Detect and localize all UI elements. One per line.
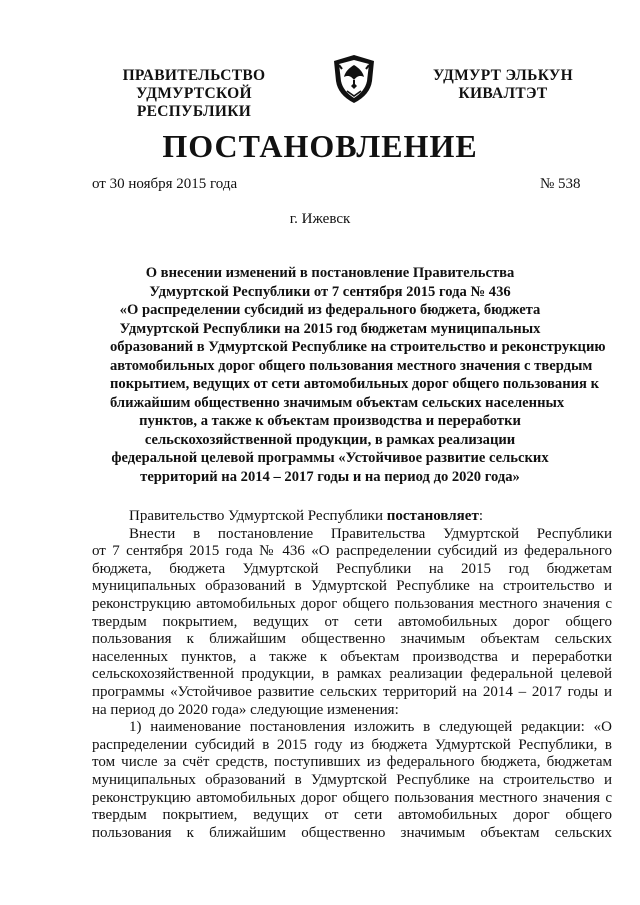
udmurt-coat-of-arms-icon [330,53,378,105]
body-line: пользования к ближайшим общественно значимым объектам сельских [92,631,612,648]
body-line: распределении субсидий в 2015 году из бюджета Удмуртской Республики, в [92,736,612,753]
body-line: том числе за счёт средств, поступивших из федерального бюджета, бюджетам [92,754,612,771]
body-line: муниципальных образований в Удмуртской Республике на строительство и [92,771,612,788]
subject-line: сельскохозяйственной продукции, в рамках реализации [144,431,516,448]
body-line: реконструкцию автомобильных дорог общего пользования местного значения с [92,595,612,612]
document-body [92,508,612,842]
header-right-line-1: УДМУРТ ЭЛЬКУН [433,67,573,84]
intro-bold: постановляет [386,508,479,524]
intro-line [92,508,612,526]
document-subject [110,264,606,486]
subject-line: «О распределении субсидий из федерального бюджета, бюджета [119,302,541,318]
subject-line: Удмуртской Республики на 2015 год бюджетам муниципальных [119,320,541,337]
document-number: № 538 [540,176,581,192]
body-line: населенных пунктов, а также к объектам производства и переработки [92,648,612,665]
body-line: твердым покрытием, ведущих от сети автомобильных дорог общего [92,613,612,630]
document-city: г. Ижевск [289,211,351,227]
subject-line: территорий на 2014 – 2017 годы и на период до 2020 года» [140,468,520,485]
body-line: программы «Устойчивое развитие сельских территорий на 2014 – 2017 годы и [92,683,612,700]
header-right-line-2: КИВАЛТЭТ [458,85,548,102]
subject-line: ближайшим общественно значимым объектам сельских населенных [110,394,565,411]
subject-line: пунктов, а также к объектам производства и переработки [139,413,521,429]
header-left-line-1: ПРАВИТЕЛЬСТВО [122,67,266,84]
header-right-title [418,67,588,103]
subject-line: покрытием, ведущих от сети автомобильных дорог общего пользования к [110,376,599,392]
body-line: на период до 2020 года» следующие изменения: [92,701,399,718]
document-title: ПОСТАНОВЛЕНИЕ [162,128,478,164]
body-line: твердым покрытием, ведущих от сети автомобильных дорог общего [92,807,612,824]
body-line: пользования к ближайшим общественно значимым объектам сельских [92,824,612,841]
subject-line: О внесении изменений в постановление Правительства [145,265,515,281]
body-line: Внести в постановление Правительства Удмуртской Республики [129,525,612,542]
subject-line: Удмуртской Республики от 7 сентября 2015 года № 436 [149,283,511,300]
body-line: реконструкцию автомобильных дорог общего пользования местного значения с [92,789,612,806]
subject-line: автомобильных дорог общего пользования местного значения с твердым [110,357,593,374]
body-line: муниципальных образований в Удмуртской Республике на строительство и [92,578,612,595]
document-date: от 30 ноября 2015 года [92,176,238,192]
body-line: сельскохозяйственной продукции, в рамках реализации федеральной целевой [92,666,612,683]
subject-line: образований в Удмуртской Республике на строительство и реконструкцию [110,339,606,355]
body-line: 1) наименование постановления изложить в следующей редакции: «О [129,719,612,736]
header-left-title [78,67,310,121]
header-left-line-2: УДМУРТСКОЙ РЕСПУБЛИКИ [136,85,252,120]
intro-text: Правительство Удмуртской Республики [129,508,387,524]
body-line: от 7 сентября 2015 года № 436 «О распределении субсидий из федерального [92,543,612,560]
subject-line: федеральной целевой программы «Устойчивое развитие сельских [111,450,549,466]
intro-colon: : [478,508,483,524]
body-line: бюджета, бюджета Удмуртской Республики на 2015 год бюджетам [92,560,612,577]
